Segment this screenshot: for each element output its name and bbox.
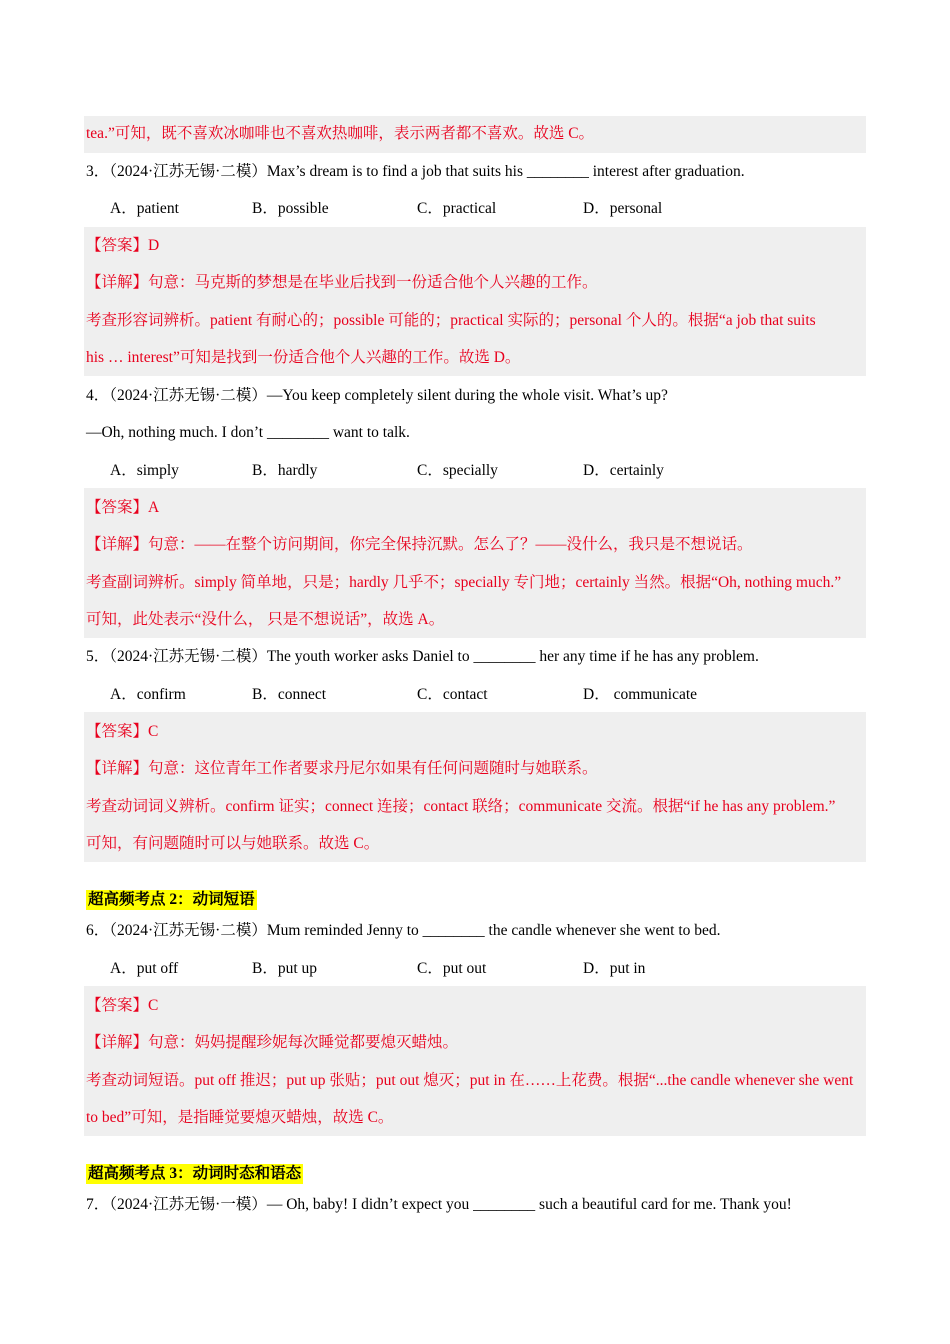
answer-label: 【答案】C xyxy=(86,997,159,1014)
option-b: B．possible xyxy=(252,200,329,217)
option-a: A．confirm xyxy=(110,686,186,703)
option-a: A．simply xyxy=(110,462,179,479)
option-c: C．specially xyxy=(417,462,498,479)
option-b: B．put up xyxy=(252,960,318,977)
option-d: D． communicate xyxy=(583,686,698,703)
question-4-stem-line2: —Oh, nothing much. I don’t ________ want to talk. xyxy=(86,424,410,441)
detail-text: 【详解】句意：——在整个访问期间，你完全保持沉默。怎么了？——没什么，我只是不想说话。 xyxy=(86,536,753,553)
option-c: C．contact xyxy=(417,686,488,703)
option-b: B．hardly xyxy=(252,462,318,479)
detail-text: 【详解】句意：这位青年工作者要求丹尼尔如果有任何问题随时与她联系。 xyxy=(86,760,598,777)
answer-label: 【答案】C xyxy=(86,723,159,740)
analysis-text: his … interest”可知是找到一份适合他个人兴趣的工作。故选 D。 xyxy=(86,349,521,366)
answer-label: 【答案】A xyxy=(86,499,160,516)
section-heading: 超高频考点 3：动词时态和语态 xyxy=(88,1165,302,1182)
section-heading: 超高频考点 2：动词短语 xyxy=(88,891,255,908)
analysis-text: 考查动词词义辨析。confirm 证实；connect 连接；contact 联络；communicate 交流。根据“if he has any problem.” xyxy=(86,798,836,815)
question-3-stem: 3．（2024·江苏无锡·二模）Max’s dream is to find a job that suits his ________ interest after graduation. xyxy=(86,163,745,180)
question-5-stem: 5．（2024·江苏无锡·二模）The youth worker asks Daniel to ________ her any time if he has any problem. xyxy=(86,648,759,665)
option-d: D．certainly xyxy=(583,462,664,479)
question-4-stem: 4．（2024·江苏无锡·二模）—You keep completely silent during the whole visit. What’s up? xyxy=(86,387,668,404)
analysis-text: 考查动词短语。put off 推迟；put up 张贴；put out 熄灭；put in 在……上花费。根据“...the candle whenever she went xyxy=(86,1072,854,1089)
option-d: D．personal xyxy=(583,200,663,217)
option-a: A．patient xyxy=(110,200,179,217)
analysis-text: to bed”可知，是指睡觉要熄灭蜡烛，故选 C。 xyxy=(86,1109,394,1126)
option-b: B．connect xyxy=(252,686,327,703)
question-6-stem: 6．（2024·江苏无锡·二模）Mum reminded Jenny to ________ the candle whenever she went to bed. xyxy=(86,922,721,939)
question-7-stem: 7．（2024·江苏无锡·一模）— Oh, baby! I didn’t expect you ________ such a beautiful card for me. Thank you! xyxy=(86,1196,792,1213)
analysis-text: 可知，有问题随时可以与她联系。故选 C。 xyxy=(86,835,380,852)
analysis-text: 考查形容词辨析。patient 有耐心的；possible 可能的；practical 实际的；personal 个人的。根据“a job that suits xyxy=(86,312,816,329)
detail-text: 【详解】句意：马克斯的梦想是在毕业后找到一份适合他个人兴趣的工作。 xyxy=(86,274,598,291)
option-a: A．put off xyxy=(110,960,179,977)
option-c: C．practical xyxy=(417,200,497,217)
prev-analysis-tail: tea.”可知，既不喜欢冰咖啡也不喜欢热咖啡，表示两者都不喜欢。故选 C。 xyxy=(86,125,595,142)
analysis-text: 考查副词辨析。simply 简单地，只是；hardly 几乎不；specially 专门地；certainly 当然。根据“Oh, nothing much.” xyxy=(86,574,842,591)
detail-text: 【详解】句意：妈妈提醒珍妮每次睡觉都要熄灭蜡烛。 xyxy=(86,1034,459,1051)
answer-label: 【答案】D xyxy=(86,237,160,254)
analysis-text: 可知，此处表示“没什么， 只是不想说话”，故选 A。 xyxy=(86,611,445,628)
option-d: D．put in xyxy=(583,960,646,977)
option-c: C．put out xyxy=(417,960,487,977)
